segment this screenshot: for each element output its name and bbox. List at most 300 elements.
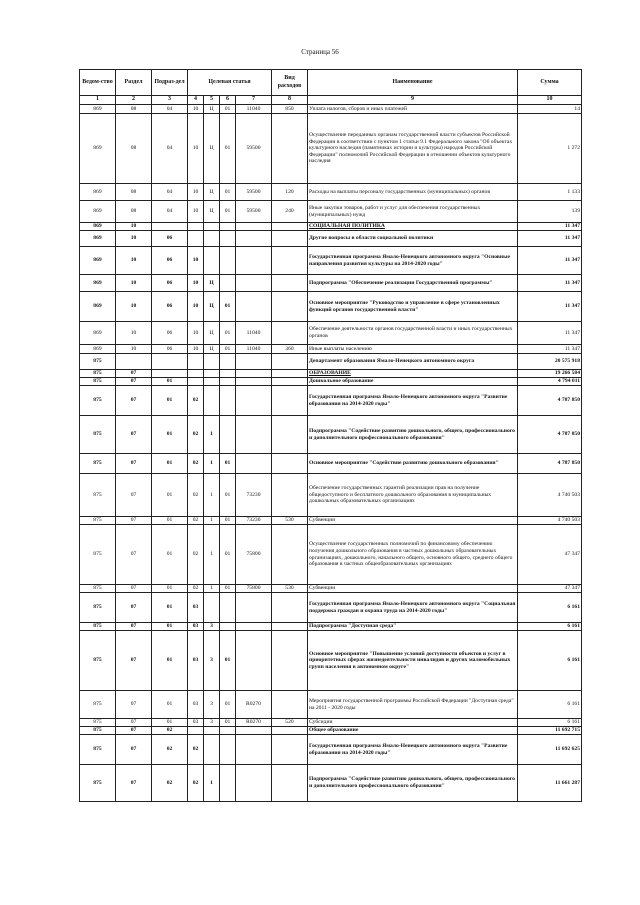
subprogram-cell	[204, 223, 220, 231]
razdel-cell: 07	[116, 474, 152, 517]
table-row	[80, 184, 582, 201]
razdel-cell: 07	[116, 585, 152, 593]
expense-type-cell	[272, 623, 308, 631]
program-cell: 03	[188, 593, 204, 623]
table-row	[80, 201, 582, 223]
table-row	[80, 354, 582, 370]
expense-type-cell: 240	[272, 201, 308, 223]
subprogram-cell: Ц	[204, 114, 220, 184]
razdel-cell: 10	[116, 247, 152, 275]
direction-cell: R0270	[236, 691, 272, 719]
name-cell: Обеспечение государственных гарантий реализации прав на получение общедоступного и бесплатного дошкольного образования в муниципальных дошкольных образовательных организациях	[308, 474, 518, 517]
col-number: 8	[272, 96, 308, 105]
podrazdel-cell: 01	[152, 378, 188, 386]
col-number: 6	[220, 96, 236, 105]
program-cell: 02	[188, 517, 204, 525]
table-row	[80, 114, 582, 184]
event-cell	[220, 231, 236, 247]
program-cell: 02	[188, 386, 204, 416]
subprogram-cell	[204, 378, 220, 386]
podrazdel-cell: 06	[152, 247, 188, 275]
direction-cell: 73230	[236, 474, 272, 517]
razdel-cell: 07	[116, 719, 152, 727]
col-number: 1	[80, 96, 116, 105]
ved-cell: 869	[80, 322, 116, 345]
ved-cell: 875	[80, 517, 116, 525]
event-cell	[220, 765, 236, 802]
expense-type-cell	[272, 370, 308, 378]
page-number: Страница 56	[301, 48, 339, 56]
sum-cell: 4 787 850	[518, 416, 582, 454]
sum-cell: 4 787 850	[518, 386, 582, 416]
podrazdel-cell: 01	[152, 719, 188, 727]
event-cell: 01	[220, 184, 236, 201]
direction-cell	[236, 454, 272, 474]
expense-type-cell	[272, 386, 308, 416]
header-sum: Сумма	[518, 70, 582, 96]
expense-type-cell: 120	[272, 184, 308, 201]
podrazdel-cell: 01	[152, 593, 188, 623]
sum-cell: 11 347	[518, 292, 582, 322]
sum-cell: 4 794 011	[518, 378, 582, 386]
razdel-cell: 10	[116, 292, 152, 322]
razdel-cell	[116, 354, 152, 370]
direction-cell	[236, 378, 272, 386]
name-cell: Общее образование	[308, 727, 518, 735]
razdel-cell: 07	[116, 454, 152, 474]
direction-cell	[236, 727, 272, 735]
table-row	[80, 378, 582, 386]
expense-type-cell: 850	[272, 105, 308, 114]
program-cell	[188, 231, 204, 247]
table-row	[80, 525, 582, 585]
podrazdel-cell: 01	[152, 386, 188, 416]
sum-cell: 20 575 918	[518, 354, 582, 370]
direction-cell	[236, 416, 272, 454]
table-row	[80, 105, 582, 114]
name-cell: Субвенции	[308, 517, 518, 525]
event-cell: 01	[220, 322, 236, 345]
event-cell: 01	[220, 105, 236, 114]
name-cell: Субвенции	[308, 585, 518, 593]
direction-cell	[236, 223, 272, 231]
name-cell: Департамент образования Ямало-Ненецкого автономного округа	[308, 354, 518, 370]
event-cell: 01	[220, 114, 236, 184]
table-row	[80, 223, 582, 231]
sum-cell: 1 133	[518, 184, 582, 201]
expense-type-cell	[272, 292, 308, 322]
subprogram-cell: 1	[204, 474, 220, 517]
name-cell: Дошкольное образование	[308, 378, 518, 386]
direction-cell	[236, 370, 272, 378]
direction-cell	[236, 386, 272, 416]
event-cell	[220, 275, 236, 292]
direction-cell: 59500	[236, 184, 272, 201]
header-vid: Вид расходов	[272, 70, 308, 96]
event-cell: 01	[220, 585, 236, 593]
sum-cell: 6 161	[518, 631, 582, 691]
ved-cell: 875	[80, 631, 116, 691]
event-cell: 01	[220, 719, 236, 727]
ved-cell: 869	[80, 275, 116, 292]
razdel-cell: 07	[116, 765, 152, 802]
sum-cell: 4 740 503	[518, 474, 582, 517]
sum-cell: 11 661 287	[518, 765, 582, 802]
event-cell	[220, 735, 236, 765]
column-numbers-row	[80, 96, 582, 105]
table-row	[80, 735, 582, 765]
ved-cell: 875	[80, 691, 116, 719]
ved-cell: 875	[80, 370, 116, 378]
expense-type-cell	[272, 416, 308, 454]
direction-cell: 11040	[236, 105, 272, 114]
program-cell	[188, 354, 204, 370]
ved-cell: 869	[80, 247, 116, 275]
sum-cell: 6 161	[518, 593, 582, 623]
razdel-cell: 07	[116, 623, 152, 631]
podrazdel-cell: 06	[152, 275, 188, 292]
podrazdel-cell: 01	[152, 416, 188, 454]
sum-cell: 6 161	[518, 623, 582, 631]
event-cell	[220, 247, 236, 275]
podrazdel-cell: 04	[152, 105, 188, 114]
table-row	[80, 719, 582, 727]
sum-cell: 11 692 625	[518, 735, 582, 765]
event-cell: 01	[220, 691, 236, 719]
razdel-cell: 08	[116, 201, 152, 223]
razdel-cell: 07	[116, 370, 152, 378]
direction-cell	[236, 231, 272, 247]
program-cell: 02	[188, 765, 204, 802]
direction-cell	[236, 631, 272, 691]
podrazdel-cell: 01	[152, 474, 188, 517]
podrazdel-cell	[152, 354, 188, 370]
table-row	[80, 370, 582, 378]
col-number: 7	[236, 96, 272, 105]
subprogram-cell: 1	[204, 454, 220, 474]
razdel-cell: 10	[116, 275, 152, 292]
ved-cell: 875	[80, 585, 116, 593]
program-cell: 02	[188, 525, 204, 585]
program-cell: 02	[188, 474, 204, 517]
event-cell	[220, 593, 236, 623]
subprogram-cell: Ц	[204, 275, 220, 292]
name-cell: Расходы на выплаты персоналу государственных (муниципальных) органов	[308, 184, 518, 201]
name-cell: Подпрограмма "Доступная среда"	[308, 623, 518, 631]
expense-type-cell	[272, 114, 308, 184]
program-cell: 03	[188, 719, 204, 727]
ved-cell: 869	[80, 105, 116, 114]
ved-cell: 869	[80, 223, 116, 231]
event-cell	[220, 378, 236, 386]
subprogram-cell: 3	[204, 719, 220, 727]
event-cell: 01	[220, 345, 236, 354]
subprogram-cell	[204, 735, 220, 765]
ved-cell: 869	[80, 292, 116, 322]
sum-cell: 11 692 715	[518, 727, 582, 735]
col-number: 5	[204, 96, 220, 105]
subprogram-cell	[204, 727, 220, 735]
name-cell: Мероприятия государственной программы Российской Федерации "Доступная среда" на 2011 - 2020 годы	[308, 691, 518, 719]
table-row	[80, 231, 582, 247]
expense-type-cell: 520	[272, 719, 308, 727]
direction-cell: 59500	[236, 201, 272, 223]
col-number: 2	[116, 96, 152, 105]
program-cell: 10	[188, 292, 204, 322]
razdel-cell: 07	[116, 517, 152, 525]
event-cell: 01	[220, 474, 236, 517]
direction-cell	[236, 292, 272, 322]
expense-type-cell	[272, 354, 308, 370]
direction-cell	[236, 735, 272, 765]
header-row	[80, 70, 582, 96]
expense-type-cell	[272, 525, 308, 585]
col-number: 10	[518, 96, 582, 105]
program-cell: 03	[188, 691, 204, 719]
ved-cell: 875	[80, 416, 116, 454]
podrazdel-cell: 04	[152, 201, 188, 223]
subprogram-cell	[204, 247, 220, 275]
expense-type-cell	[272, 765, 308, 802]
name-cell: Государственная программа Ямало-Ненецкого автономного округа "Социальная поддержка граждан и охрана труда на 2014-2020 годы"	[308, 593, 518, 623]
razdel-cell: 07	[116, 727, 152, 735]
name-cell: Подпрограмма "Содействие развитию дошкольного, общего, профессионального и дополнительного профессионального образования"	[308, 416, 518, 454]
expense-type-cell	[272, 247, 308, 275]
program-cell: 10	[188, 247, 204, 275]
event-cell	[220, 223, 236, 231]
table-row	[80, 517, 582, 525]
name-cell: Государственная программа Ямало-Ненецкого автономного округа "Развитие образования на 2014-2020 годы"	[308, 386, 518, 416]
razdel-cell: 07	[116, 631, 152, 691]
table-row	[80, 585, 582, 593]
ved-cell: 869	[80, 231, 116, 247]
ved-cell: 875	[80, 378, 116, 386]
razdel-cell: 07	[116, 735, 152, 765]
sum-cell: 11 347	[518, 231, 582, 247]
program-cell: 10	[188, 184, 204, 201]
table-row	[80, 474, 582, 517]
sum-cell: 11 347	[518, 247, 582, 275]
subprogram-cell: 1	[204, 765, 220, 802]
sum-cell: 11 347	[518, 275, 582, 292]
ved-cell: 875	[80, 765, 116, 802]
expense-type-cell	[272, 275, 308, 292]
subprogram-cell: 1	[204, 585, 220, 593]
subprogram-cell: 1	[204, 416, 220, 454]
subprogram-cell: 1	[204, 525, 220, 585]
sum-cell: 11 347	[518, 223, 582, 231]
direction-cell	[236, 593, 272, 623]
event-cell	[220, 354, 236, 370]
ved-cell: 869	[80, 184, 116, 201]
expense-type-cell	[272, 231, 308, 247]
razdel-cell: 07	[116, 386, 152, 416]
podrazdel-cell: 01	[152, 623, 188, 631]
ved-cell: 875	[80, 354, 116, 370]
table-row	[80, 631, 582, 691]
podrazdel-cell: 06	[152, 322, 188, 345]
podrazdel-cell: 02	[152, 727, 188, 735]
header-target: Целевая статья	[188, 70, 272, 96]
event-cell: 01	[220, 631, 236, 691]
name-cell: Иные закупки товаров, работ и услуг для обеспечения государственных (муниципальных) нужд	[308, 201, 518, 223]
direction-cell: 75800	[236, 525, 272, 585]
col-number: 3	[152, 96, 188, 105]
name-cell: Иные выплаты населению	[308, 345, 518, 354]
name-cell: Основное мероприятие "Руководство и управление в сфере установленных функций органов государственной власти"	[308, 292, 518, 322]
program-cell: 10	[188, 322, 204, 345]
event-cell: 01	[220, 292, 236, 322]
direction-cell: 11040	[236, 345, 272, 354]
podrazdel-cell: 04	[152, 184, 188, 201]
program-cell: 10	[188, 345, 204, 354]
event-cell	[220, 623, 236, 631]
program-cell	[188, 223, 204, 231]
ved-cell: 875	[80, 454, 116, 474]
podrazdel-cell: 06	[152, 292, 188, 322]
razdel-cell: 10	[116, 231, 152, 247]
podrazdel-cell: 01	[152, 454, 188, 474]
razdel-cell: 07	[116, 378, 152, 386]
table-row	[80, 416, 582, 454]
name-cell: Субсидии	[308, 719, 518, 727]
podrazdel-cell: 04	[152, 114, 188, 184]
subprogram-cell: Ц	[204, 201, 220, 223]
podrazdel-cell	[152, 370, 188, 378]
table-row	[80, 247, 582, 275]
sum-cell: 139	[518, 201, 582, 223]
subprogram-cell: Ц	[204, 184, 220, 201]
expense-type-cell	[272, 727, 308, 735]
table-row	[80, 386, 582, 416]
direction-cell: R0270	[236, 719, 272, 727]
table-row	[80, 765, 582, 802]
expense-type-cell: 360	[272, 345, 308, 354]
subprogram-cell	[204, 370, 220, 378]
razdel-cell: 08	[116, 114, 152, 184]
subprogram-cell: Ц	[204, 345, 220, 354]
razdel-cell: 10	[116, 345, 152, 354]
sum-cell: 6 161	[518, 719, 582, 727]
podrazdel-cell: 01	[152, 691, 188, 719]
direction-cell	[236, 247, 272, 275]
event-cell: 01	[220, 454, 236, 474]
podrazdel-cell: 01	[152, 585, 188, 593]
razdel-cell: 07	[116, 691, 152, 719]
ved-cell: 869	[80, 201, 116, 223]
razdel-cell: 10	[116, 223, 152, 231]
expense-type-cell	[272, 378, 308, 386]
sum-cell: 47 347	[518, 585, 582, 593]
ved-cell: 869	[80, 345, 116, 354]
ved-cell: 875	[80, 525, 116, 585]
direction-cell	[236, 275, 272, 292]
razdel-cell: 10	[116, 322, 152, 345]
expense-type-cell: 530	[272, 517, 308, 525]
program-cell: 10	[188, 275, 204, 292]
program-cell: 03	[188, 623, 204, 631]
expense-type-cell	[272, 593, 308, 623]
direction-cell	[236, 765, 272, 802]
podrazdel-cell: 02	[152, 765, 188, 802]
podrazdel-cell: 01	[152, 525, 188, 585]
sum-cell: 11 347	[518, 345, 582, 354]
ved-cell: 875	[80, 719, 116, 727]
header-razdel: Раздел	[116, 70, 152, 96]
table-body	[80, 105, 582, 802]
sum-cell: 47 347	[518, 525, 582, 585]
podrazdel-cell: 01	[152, 517, 188, 525]
subprogram-cell	[204, 231, 220, 247]
col-number: 9	[308, 96, 518, 105]
subprogram-cell: 3	[204, 691, 220, 719]
table-row	[80, 691, 582, 719]
event-cell	[220, 727, 236, 735]
name-cell: Уплата налогов, сборов и иных платежей	[308, 105, 518, 114]
direction-cell	[236, 354, 272, 370]
program-cell: 10	[188, 114, 204, 184]
podrazdel-cell: 06	[152, 345, 188, 354]
program-cell: 02	[188, 454, 204, 474]
table-row	[80, 623, 582, 631]
razdel-cell: 07	[116, 416, 152, 454]
name-cell: Основное мероприятие "Содействие развитию дошкольного образования"	[308, 454, 518, 474]
direction-cell: 73230	[236, 517, 272, 525]
name-cell: Государственная программа Ямало-Ненецкого автономного округа "Основные направления развития культуры на 2014-2020 годы"	[308, 247, 518, 275]
event-cell	[220, 386, 236, 416]
ved-cell: 875	[80, 623, 116, 631]
program-cell: 10	[188, 105, 204, 114]
event-cell	[220, 370, 236, 378]
name-cell: Другие вопросы в области социальной политики	[308, 231, 518, 247]
sum-cell: 4 787 850	[518, 454, 582, 474]
direction-cell: 11040	[236, 322, 272, 345]
razdel-cell: 08	[116, 184, 152, 201]
name-cell: Подпрограмма "Обеспечение реализации Государственной программы"	[308, 275, 518, 292]
event-cell: 01	[220, 525, 236, 585]
razdel-cell: 08	[116, 105, 152, 114]
name-cell: Основное мероприятие "Повышение условий доступности объектов и услуг в приоритетных сферах жизнедеятельности инвалидов и других маломобильных групп населения в автономном округе"	[308, 631, 518, 691]
name-cell: Государственная программа Ямало-Ненецкого автономного округа "Развитие образования на 2014-2020 годы"	[308, 735, 518, 765]
expense-type-cell	[272, 454, 308, 474]
expense-type-cell	[272, 474, 308, 517]
header-name: Наименование	[308, 70, 518, 96]
header-ved: Ведом-ство	[80, 70, 116, 96]
table-row	[80, 275, 582, 292]
program-cell: 02	[188, 585, 204, 593]
expense-type-cell	[272, 691, 308, 719]
subprogram-cell	[204, 593, 220, 623]
razdel-cell: 07	[116, 525, 152, 585]
program-cell: 02	[188, 416, 204, 454]
header-podrazdel: Подраз-дел	[152, 70, 188, 96]
sum-cell: 14	[518, 105, 582, 114]
subprogram-cell	[204, 354, 220, 370]
program-cell: 10	[188, 201, 204, 223]
razdel-cell: 07	[116, 593, 152, 623]
podrazdel-cell: 02	[152, 735, 188, 765]
col-number: 4	[188, 96, 204, 105]
ved-cell: 869	[80, 114, 116, 184]
podrazdel-cell	[152, 223, 188, 231]
name-cell: СОЦИАЛЬНАЯ ПОЛИТИКА	[308, 223, 518, 231]
ved-cell: 875	[80, 735, 116, 765]
expense-type-cell	[272, 631, 308, 691]
subprogram-cell: 1	[204, 517, 220, 525]
direction-cell: 75800	[236, 585, 272, 593]
name-cell: Осуществление переданных органам государственной власти субъектов Российской Федерации в соответствии с пунктом 1 статьи 9.1 Федерального закона "Об объектах культурного наследия (памятниках истории и культуры) народов Российской Федерации" полномочий Российской Федерации в отношении объектов культурного наследия	[308, 114, 518, 184]
expense-type-cell	[272, 223, 308, 231]
